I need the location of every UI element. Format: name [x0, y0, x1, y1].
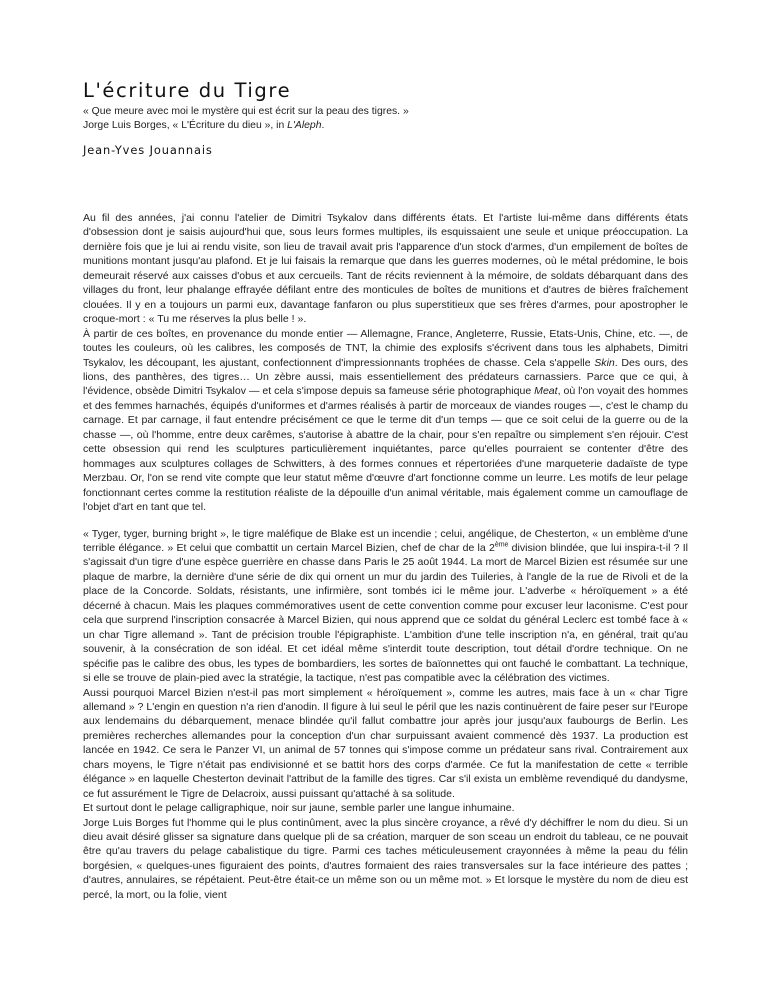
paragraph-1: Au fil des années, j'ai connu l'atelier de Dimitri Tsykalov dans différents états. Et l'artiste lui-même dans différents états d'obsession dont je saisis aujourd'hui que, sous leurs formes multiples, ils esquissaient une seule et unique préoccupation. La dernière fois que je lui ai rendu visite, son lieu de travail avait pris l'apparence d'un stock d'armes, d'un empilement de boîtes de munitions montant jusqu'au plafond. Et je lui faisais la remarque que dans les guerres modernes, où le métal prédomine, le bois demeurait réservé aux caisses d'obus et aux cercueils. Tant de récits reviennent à la mémoire, de soldats débarquant dans des villages du front, leur phalange effrayée défilant entre des monticules de boîtes de munitions et d'autres de bières fraîchement clouées. Il y en a toujours un parmi eux, davantage fanfaron ou plus superstitieux que ses frères d'armes, pour apostropher le croque-mort : « Tu me réserves la plus belle ! ». — [83, 212, 688, 326]
paragraph-2 — [83, 327, 688, 515]
document-title: L'écriture du Tigre — [83, 79, 292, 102]
paragraph-3-part-b: division blindée, que lui inspira-t-il ? Il s'agissait d'un tigre d'une espèce guerrière en chasse dans Paris le 25 août 1944. La mort de Marcel Bizien est résumée sur une plaque de marbre, la dernière d'une série de dix qui ornent un mur du jardin des Tuileries, à l'angle de la rue de Rivoli et de la place de la Concorde. Soldats, résistants, une infirmière, sont tombés ici le même jour. L'adverbe « héroïquement » a été décerné à chacun. Mais les plaques commémoratives usent de cette convention comme pour excuser leur laconisme. C'est pour cela que surprend l'inscription consacrée à Marcel Bizien, qui nous apprend que ce soldat du général Leclerc est tombé face à « un char Tigre allemand ». Tant de précision trouble l'épigraphiste. L'ambition d'une telle inscription n'a, en général, trait qu'au souvenir, à la consécration de son idéal. Et cet idéal même s'interdit toute description, tout détail d'ordre technique. On ne spécifie pas le calibre des obus, les types de bombardiers, les sortes de baïonnettes qui ont fauché le combattant. La technique, si elle se trouve de plain-pied avec la stratégie, la tactique, n'est pas compatible avec la célébration des victimes. — [83, 541, 688, 685]
paragraph-5: Et surtout dont le pelage calligraphique, noir sur jaune, semble parler une langue inhumaine. — [83, 802, 515, 815]
paragraph-3 — [83, 527, 688, 686]
ordinal-superscript: ème — [494, 541, 509, 549]
skin-series-title: Skin — [594, 356, 615, 369]
epigraph-source-text: Jorge Luis Borges, « L'Écriture du dieu », in — [83, 119, 288, 131]
document-header — [83, 78, 688, 158]
epigraph-source — [83, 119, 688, 133]
paragraph-3-part-a: « Tyger, tyger, burning bright », le tigre maléfique de Blake est un incendie ; celui, angélique, de Chesterton, « un emblème d'une terrible élégance. » Et celui que combattit un certain Marcel Bizien, chef de char de la 2 — [83, 527, 688, 554]
epigraph — [83, 105, 688, 132]
epigraph-book-title: L'Aleph — [287, 119, 322, 131]
epigraph-quote: « Que meure avec moi le mystère qui est écrit sur la peau des tigres. » — [83, 106, 409, 117]
paragraph-2-part-c: , où l'on voyait des hommes et des femmes harnachés, équipés d'uniformes et d'armes réalisés à partir de morceaux de viandes rouges —, c'est le champ du carnage. Et par carnage, il faut entendre précisément ce que le terme dit d'un temps — que ce soit celui de la guerre ou de la chasse —, où l'homme, entre deux carêmes, s'autorise à abattre de la chair, pour s'en repaître ou simplement s'en réjouir. C'est cette obsession qui rend les sculptures particulièrement inquiétantes, parce qu'elles pourraient se contenter d'être des hommages aux sculptures collages de Schwitters, à des formes connues et répertoriées d'une marqueterie dadaïste de type Merzbau. Or, l'on se rend vite compte que leur statut même d'œuvre d'art fonctionne comme un leurre. Les motifs de leur pelage fonctionnant certes comme la restitution réaliste de la dépouille d'un animal véritable, mais également comme un camouflage de l'objet d'art en tant que tel. — [83, 385, 689, 514]
paragraph-6: Jorge Luis Borges fut l'homme qui le plus continûment, avec la plus sincère croyance, a rêvé d'y déchiffrer le nom du dieu. Si un dieu avait désiré glisser sa signature dans quelque pli de sa création, marquer de son sceau un endroit du tableau, ce ne pouvait être qu'au travers du pelage cabalistique du tigre. Parmi ces taches méticuleusement crayonnées à même la peau du félin borgésien, « quelques-unes figuraient des points, d'autres formaient des raies transversales sur la face intérieure des pattes ; d'autres, annulaires, se répétaient. Peut-être était-ce un même son ou un même mot. » Et lorsque le mystère du nom de dieu est percé, la mort, ou la folie, vient — [83, 816, 688, 901]
meat-series-title: Meat — [534, 385, 558, 398]
paragraph-gap — [83, 515, 688, 527]
paragraph-4: Aussi pourquoi Marcel Bizien n'est-il pas mort simplement « héroïquement », comme les autres, mais face à un « char Tigre allemand » ? L'engin en question n'a rien d'anodin. Il figure à lui seul le péril que les nazis continuèrent de faire peser sur l'Europe aux lendemains du débarquement, menace blindée qu'il fallut combattre jour après jour jusqu'aux faubourgs de Berlin. Les premières recherches allemandes pour la conception d'un char surpuissant avaient commencé dès 1937. La production est lancée en 1942. Ce sera le Panzer VI, un animal de 57 tonnes qui s'impose comme un prédateur sans rival. Contrairement aux chars moyens, le Tigre n'était pas endivisionné et se battit hors des corps d'armée. Ce fut la manifestation de cette « terrible élégance » en laquelle Chesterton devinait l'attribut de la famille des tigres. Car s'il exista un emblème revendiqué du dandysme, ce fut assurément le Tigre de Delacroix, aussi puissant qu'attaché à sa solitude. — [83, 686, 688, 800]
author-name: Jean-Yves Jouannais — [83, 143, 213, 158]
paragraph-2-part-b: . Des ours, des lions, des panthères, des tigres… Un zèbre aussi, mais essentiellement des prédateurs carnassiers. Parce que ce qui, à l'évidence, obsède Dimitri Tsykalov — et cela s'impose depuis sa fameuse série photographique — [83, 356, 688, 398]
document-body — [83, 211, 688, 902]
epigraph-source-end: . — [321, 119, 325, 131]
paragraph-2-part-a: À partir de ces boîtes, en provenance du monde entier — Allemagne, France, Angleterre, Russie, Etats-Unis, Chine, etc. —, de toutes les couleurs, où les calibres, les composés de TNT, la chimie des explosifs s'écrivent dans tous les alphabets, Dimitri Tsykalov, les découpant, les ajustant, confectionnent d'impressionnants trophées de chasse. Cela s'appelle — [83, 327, 688, 369]
